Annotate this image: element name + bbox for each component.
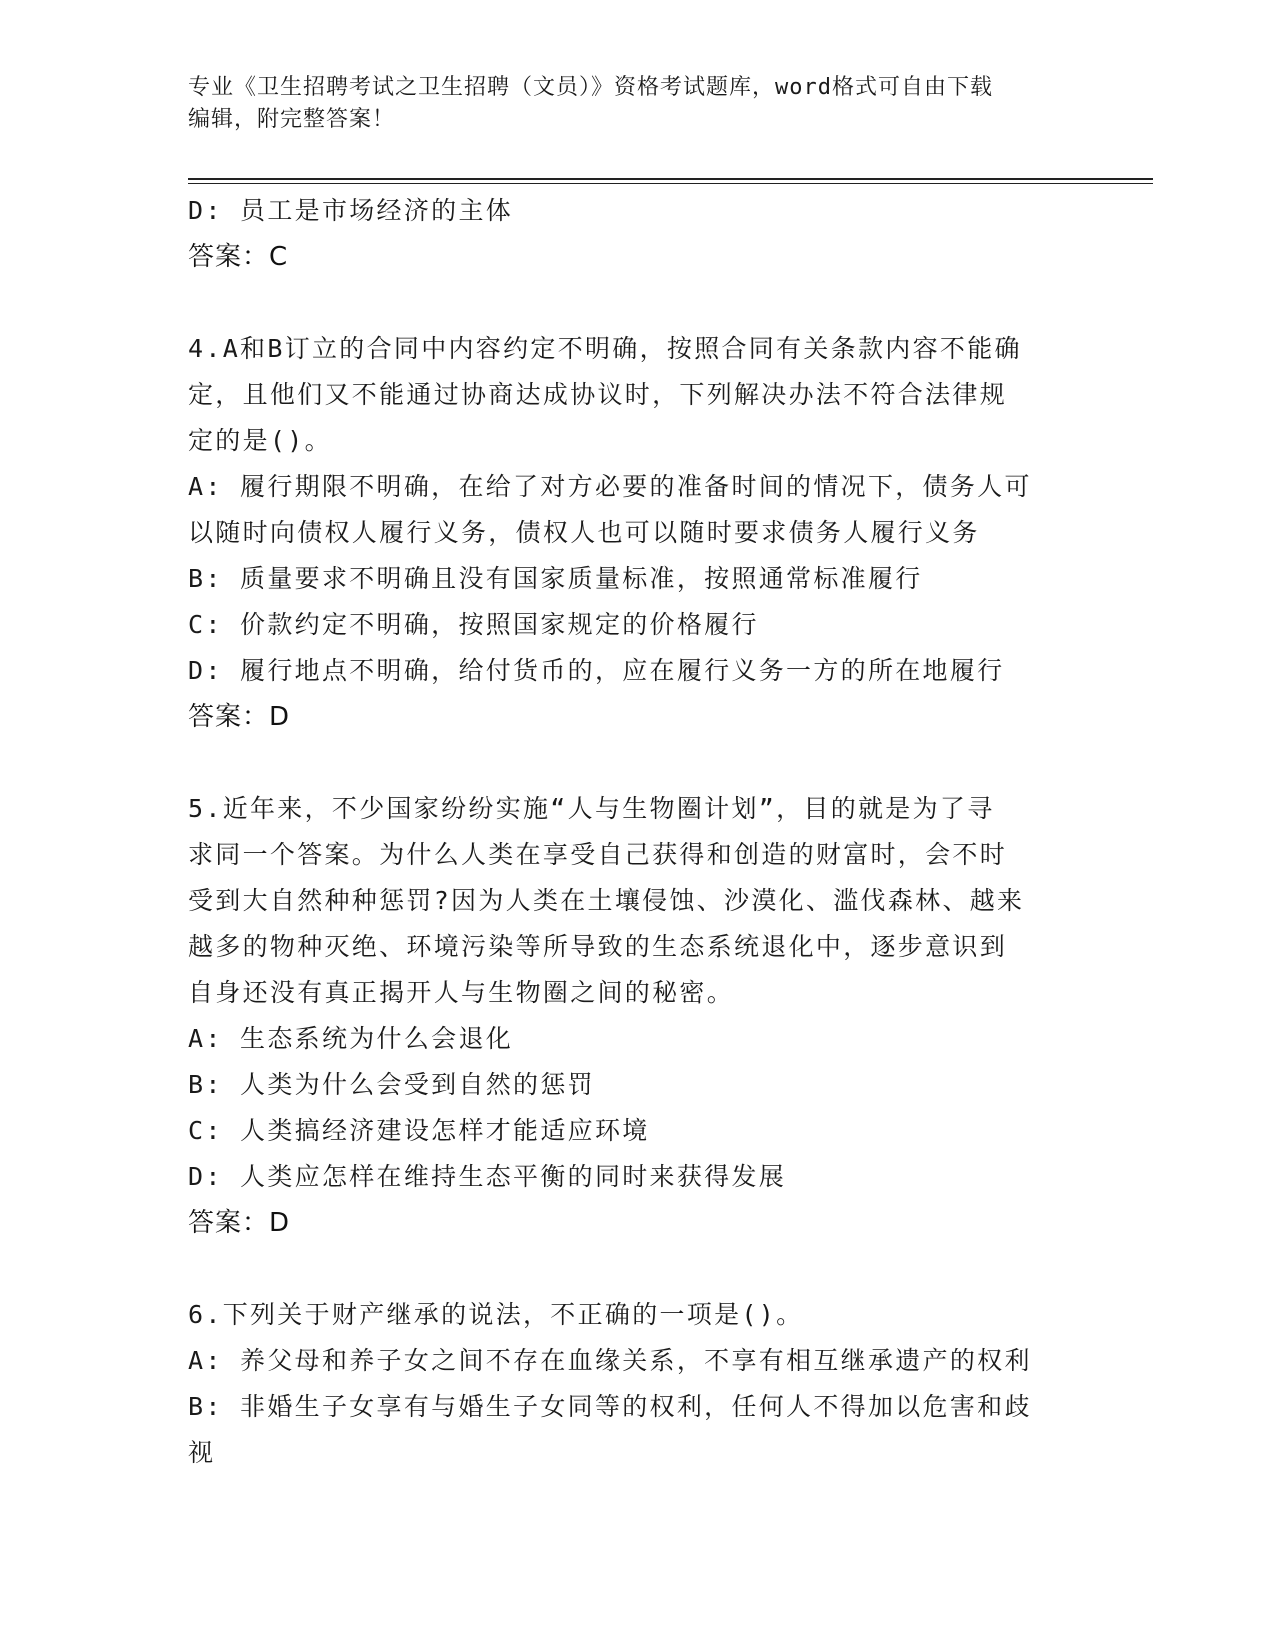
q5-option-c: C: 人类搞经济建设怎样才能适应环境 (188, 1116, 650, 1145)
q4-option-d: D: 履行地点不明确，给付货币的，应在履行义务一方的所在地履行 (188, 656, 1005, 685)
q6-option-b: B: 非婚生子女享有与婚生子女同等的权利，任何人不得加以危害和歧 (188, 1392, 1032, 1421)
question-5 (188, 786, 1088, 1246)
q4-option-b: B: 质量要求不明确且没有国家质量标准，按照通常标准履行 (188, 564, 923, 593)
q4-stem-line: 4.A和B订立的合同中内容约定不明确，按照合同有关条款内容不能确 (188, 334, 1022, 363)
q5-option-a: A: 生态系统为什么会退化 (188, 1024, 514, 1053)
header-divider-thin (188, 183, 1153, 184)
q5-stem-line: 受到大自然种种惩罚?因为人类在土壤侵蚀、沙漠化、滥伐森林、越来 (188, 886, 1025, 915)
question-4 (188, 326, 1088, 740)
question-6 (188, 1292, 1088, 1476)
q5-stem-line: 求同一个答案。为什么人类在享受自己获得和创造的财富时，会不时 (188, 840, 1008, 869)
q4-option-c: C: 价款约定不明确，按照国家规定的价格履行 (188, 610, 759, 639)
question-3 (188, 188, 1088, 280)
q3-answer: 答案：C (188, 242, 289, 272)
q6-stem: 6.下列关于财产继承的说法，不正确的一项是()。 (188, 1300, 804, 1329)
header-line-2: 编辑，附完整答案！ (188, 107, 396, 132)
q4-stem-line: 定的是()。 (188, 426, 332, 455)
q4-stem-line: 定，且他们又不能通过协商达成协议时，下列解决办法不符合法律规 (188, 380, 1008, 409)
q3-option-d: D: 员工是市场经济的主体 (188, 196, 514, 225)
document-header (188, 72, 1088, 136)
q5-option-d: D: 人类应怎样在维持生态平衡的同时来获得发展 (188, 1162, 787, 1191)
header-divider-thick (188, 178, 1153, 180)
q4-answer: 答案：D (188, 702, 291, 732)
q4-option-a-cont: 以随时向债权人履行义务，债权人也可以随时要求债务人履行义务 (188, 518, 980, 547)
q6-option-b-cont: 视 (188, 1438, 216, 1467)
question-content (188, 188, 1088, 1476)
q5-answer: 答案：D (188, 1208, 291, 1238)
q5-stem-line: 自身还没有真正揭开人与生物圈之间的秘密。 (188, 978, 735, 1007)
spacer (188, 1246, 1088, 1292)
q5-stem-line: 5.近年来，不少国家纷纷实施“人与生物圈计划”，目的就是为了寻 (188, 794, 995, 823)
spacer (188, 740, 1088, 786)
spacer (188, 280, 1088, 326)
q5-option-b: B: 人类为什么会受到自然的惩罚 (188, 1070, 595, 1099)
q5-stem-line: 越多的物种灭绝、环境污染等所导致的生态系统退化中，逐步意识到 (188, 932, 1008, 961)
q6-option-a: A: 养父母和养子女之间不存在血缘关系，不享有相互继承遗产的权利 (188, 1346, 1032, 1375)
q4-option-a: A: 履行期限不明确，在给了对方必要的准备时间的情况下，债务人可 (188, 472, 1032, 501)
header-line-1: 专业《卫生招聘考试之卫生招聘（文员）》资格考试题库，word格式可自由下载 (188, 75, 993, 100)
